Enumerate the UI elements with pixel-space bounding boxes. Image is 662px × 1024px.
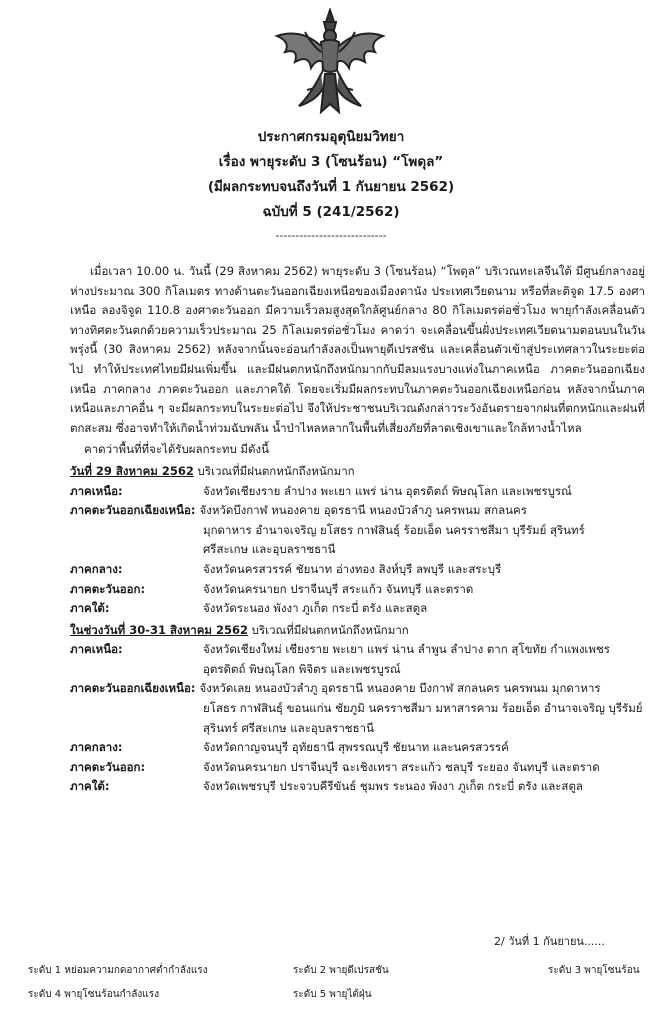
region-provinces: จังหวัดเพชรบุรี ประจวบคีรีขันธ์ ชุมพร ระนอง พังงา ภูเก็ต กระบี่ ตรัง และสตูล	[203, 779, 583, 794]
announcement-body	[70, 262, 645, 797]
region-provinces-cont: อุตรดิตถ์ พิษณุโลก พิจิตร และเพชรบูรณ์	[203, 661, 401, 676]
region-label: ภาคใต้:	[70, 601, 110, 616]
region-provinces-cont: สุรินทร์ ศรีสะเกษ และอุบลราชธานี	[203, 720, 374, 735]
day2-desc: บริเวณที่มีฝนตกหนักถึงหนักมาก	[248, 622, 409, 637]
legend-level4: ระดับ 4 พายุโซนร้อนกำลังแรง	[28, 989, 159, 1000]
day1-heading	[70, 462, 645, 482]
main-paragraph	[70, 262, 645, 438]
region-provinces: จังหวัดเชียงใหม่ เชียงราย พะเยา แพร่ น่าน ลำพูน ลำปาง ตาก สุโขทัย กำแพงเพชร	[203, 642, 610, 657]
region-label: ภาคใต้:	[70, 779, 110, 794]
region-provinces-cont: มุกดาหาร อำนาจเจริญ ยโสธร กาฬสินธุ์ ร้อยเอ็ด นครราชสีมา บุรีรัมย์ สุรินทร์	[203, 522, 585, 537]
day1-south	[70, 599, 645, 619]
continuation-note: 2/ วันที่ 1 กันยายน......	[494, 935, 605, 948]
announcement-header	[0, 125, 662, 247]
garuda-emblem	[271, 8, 389, 120]
day1-date: วันที่ 29 สิงหาคม 2562	[70, 463, 194, 478]
day2-north	[70, 640, 645, 660]
announcement-issue: ฉบับที่ 5 (241/2562)	[262, 204, 400, 220]
storm-level-legend	[28, 963, 648, 1011]
region-provinces: จังหวัดนครนายก ปราจีนบุรี ฉะเชิงเทรา สระแก้ว ชลบุรี ระยอง จันทบุรี และตราด	[203, 759, 600, 774]
region-label: ภาคกลาง:	[70, 561, 123, 576]
region-provinces-cont: ศรีสะเกษ และอุบลราชธานี	[203, 542, 336, 557]
region-label: ภาคตะวันออก:	[70, 581, 146, 596]
region-label: ภาคเหนือ:	[70, 483, 123, 498]
region-provinces: จังหวัดนครสวรรค์ ชัยนาท อ่างทอง สิงห์บุรี ลพบุรี และสระบุรี	[203, 561, 502, 576]
announcement-subject: เรื่อง พายุระดับ 3 (โซนร้อน) “โพดุล”	[218, 154, 444, 170]
legend-level2: ระดับ 2 พายุดีเปรสชัน	[293, 965, 389, 976]
announcement-effect: (มีผลกระทบจนถึงวันที่ 1 กันยายน 2562)	[207, 179, 455, 195]
region-label: ภาคตะวันออกเฉียงเหนือ:	[70, 681, 196, 696]
day2-northeast	[70, 679, 645, 699]
region-provinces: จังหวัดนครนายก ปราจีนบุรี สระแก้ว จันทบุรี และตราด	[203, 581, 474, 596]
day1-central	[70, 560, 645, 580]
day2-date: ในช่วงวันที่ 30-31 สิงหาคม 2562	[70, 622, 248, 637]
main-paragraph-text: เมื่อเวลา 10.00 น. วันนี้ (29 สิงหาคม 2562) พายุระดับ 3 (โซนร้อน) “โพดุล” บริเวณทะเลจีนใต้ มีศูนย์กลางอยู่ห่างประมาณ 300 กิโลเมตร ทางด้านตะวันออกเฉียงเหนือของเมืองดานัง ประเทศเวียดนาม หรือที่ละติจูด 17.5 องศาเหนือ ลองจิจูด 110.8 องศาตะวันออก มีความเร็วลมสูงสุดใกล้ศูนย์กลาง 80 กิโลเมตรต่อชั่วโมง พายุกำลังเคลื่อนตัวทางทิศตะวันตกด้วยความเร็วประมาณ 25 กิโลเมตรต่อชั่วโมง คาดว่า จะเคลื่อนขึ้นฝั่งประเทศเวียดนามตอนบนในวันพรุ่งนี้ (30 สิงหาคม 2562) หลังจากนั้นจะอ่อนกำลังลงเป็นพายุดีเปรสชัน และเคลื่อนตัวเข้าสู่ประเทศลาวในระยะต่อไป ทำให้ประเทศไทยมีฝนเพิ่มขึ้น และมีฝนตกหนักถึงหนักมากกับมีลมแรงบางแห่งในภาคเหนือ ภาคตะวันออกเฉียงเหนือ ภาคกลาง ภาคตะวันออก และภาคใต้ โดยจะเริ่มมีผลกระทบในภาคตะวันออกเฉียงเหนือก่อน หลังจากนั้นภาคเหนือและภาคอื่น ๆ จะมีผลกระทบในระยะต่อไป จึงให้ประชาชนบริเวณดังกล่าวระวังอันตรายจากฝนที่ตกหนักและฝนที่ตกสะสม ซึ่งอาจทำให้เกิดน้ำท่วมฉับพลัน น้ำป่าไหลหลากในพื้นที่เสี่ยงภัยที่ลาดเชิงเขาและใกล้ทางน้ำไหล	[70, 264, 645, 435]
region-label: ภาคเหนือ:	[70, 642, 123, 657]
region-provinces: จังหวัดเชียงราย ลำปาง พะเยา แพร่ น่าน อุตรดิตถ์ พิษณุโลก และเพชรบูรณ์	[203, 483, 572, 498]
affected-intro: คาดว่าพื้นที่ที่จะได้รับผลกระทบ มีดังนี้	[84, 442, 269, 457]
day2-heading	[70, 621, 645, 641]
legend-level1: ระดับ 1 หย่อมความกดอากาศต่ำกำลังแรง	[28, 965, 208, 976]
region-label: ภาคตะวันออกเฉียงเหนือ:	[70, 503, 196, 518]
legend-level3: ระดับ 3 พายุโซนร้อน	[548, 965, 640, 976]
day1-northeast	[70, 501, 645, 521]
day1-north	[70, 482, 645, 502]
region-label: ภาคตะวันออก:	[70, 759, 146, 774]
day1-desc: บริเวณที่มีฝนตกหนักถึงหนักมาก	[193, 463, 355, 478]
announcement-title: ประกาศกรมอุตุนิยมวิทยา	[257, 129, 405, 145]
legend-level5: ระดับ 5 พายุไต้ฝุ่น	[293, 989, 372, 1000]
day2-south	[70, 777, 645, 797]
day2-central	[70, 738, 645, 758]
region-label: ภาคกลาง:	[70, 740, 123, 755]
day1-east	[70, 580, 645, 600]
day2-east	[70, 758, 645, 778]
region-provinces-cont: ยโสธร กาฬสินธุ์ ขอนแก่น ชัยภูมิ นครราชสีมา มหาสารคาม ร้อยเอ็ด อำนาจเจริญ บุรีรัมย์	[203, 701, 643, 716]
region-provinces: จังหวัดบึงกาฬ หนองคาย อุดรธานี หนองบัวลำภู นครพนม สกลนคร	[199, 503, 527, 518]
header-divider: ----------------------------	[275, 229, 387, 242]
region-provinces: จังหวัดเลย หนองบัวลำภู อุดรธานี หนองคาย บึงกาฬ สกลนคร นครพนม มุกดาหาร	[199, 681, 601, 696]
region-provinces: จังหวัดกาญจนบุรี อุทัยธานี สุพรรณบุรี ชัยนาท และนครสวรรค์	[203, 740, 509, 755]
region-provinces: จังหวัดระนอง พังงา ภูเก็ต กระบี่ ตรัง และสตูล	[203, 601, 428, 616]
